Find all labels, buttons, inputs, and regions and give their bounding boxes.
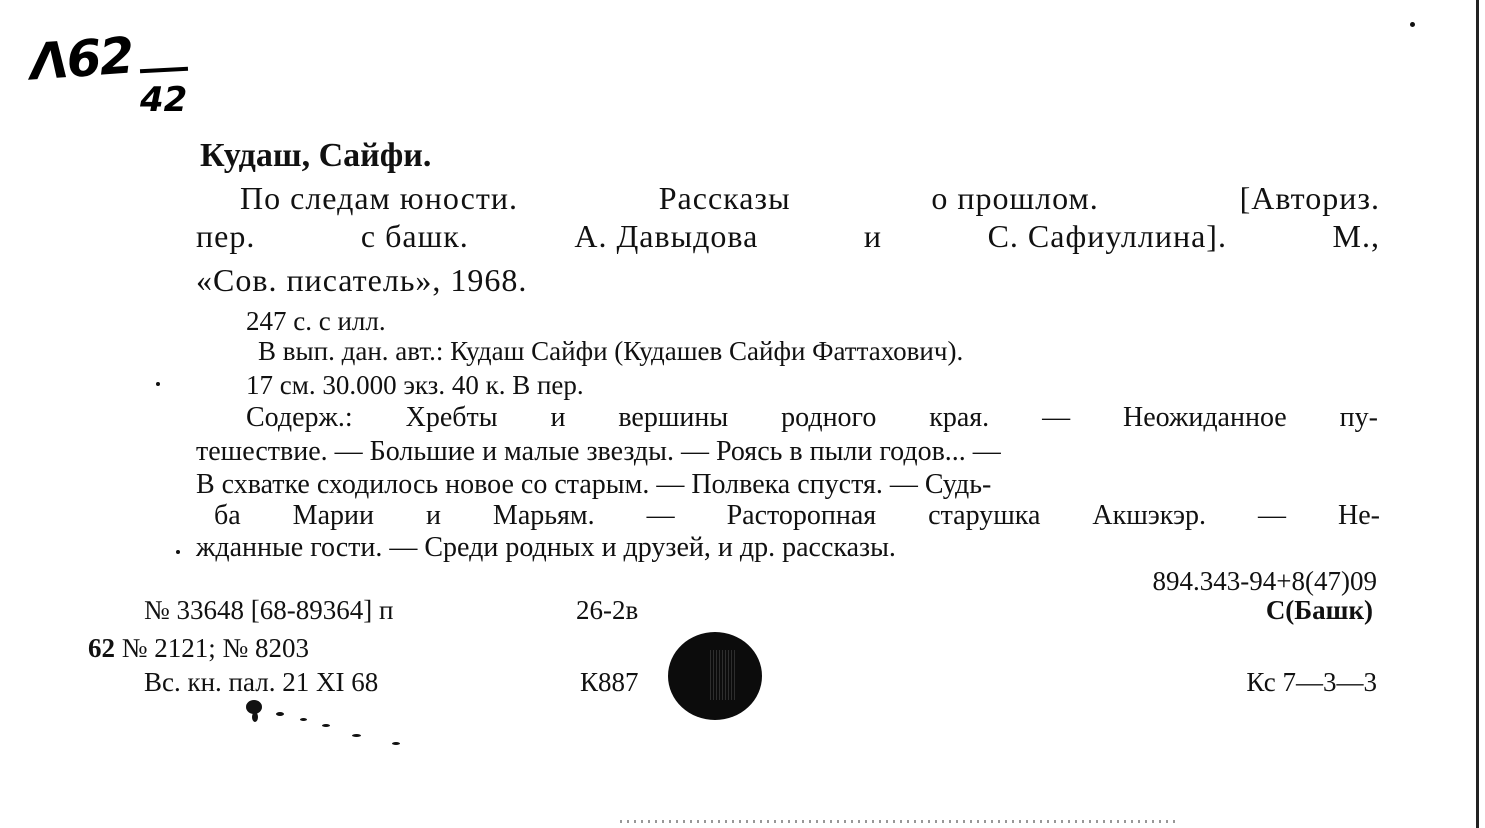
word: Расторопная [726,500,877,531]
book-chamber-line: Вс. кн. пал. 21 XI 68 [144,667,379,697]
word: По следам юности. [240,180,518,216]
punch-hole [668,632,762,720]
word: вершины [618,402,729,433]
word: Хребты [405,402,498,433]
word: края. [929,402,990,433]
ks-code: Кс 7—3—3 [1246,667,1377,697]
shelfmark-bottom: 42 [140,80,188,120]
num2-rest: № 2121; № 8203 [121,633,310,663]
price-code: 26-2в [576,595,639,625]
ink-smudge [300,718,307,721]
classification-index: 894.343-94+8(47)09 [1152,566,1377,596]
card-number-line: № 33648 [68-89364] п [144,595,394,625]
word: пу- [1339,402,1378,433]
word: [Авториз. [1239,180,1380,216]
word: родного [781,402,877,433]
contents-line-1 [246,402,1378,434]
author-heading: Кудаш, Сайфи. [200,137,432,174]
ink-smudge [1410,22,1415,27]
word: и [550,402,566,433]
word: с башк. [360,218,469,254]
contents-line-3: В схватке сходилось новое со старым. — Полвека спустя. — Судь- [196,469,992,500]
pages-line: 247 с. с илл. [246,306,386,336]
scan-noise [620,820,1180,823]
word: Не- [1338,500,1380,531]
ink-smudge [352,734,361,737]
word: старушка [928,500,1041,531]
word: Неожиданное [1123,402,1287,433]
author-sign: С(Башк) [1265,595,1373,625]
word: — [1042,402,1071,433]
contents-line-5: жданные гости. — Среди родных и друзей, и др. рассказы. [196,532,896,563]
author-note-line: В вып. дан. авт.: Кудаш Сайфи (Кудашев Сайфи Фаттахович). [258,336,964,366]
word: ба [214,500,241,531]
word: и [863,218,882,254]
card-edge [1476,0,1479,828]
word: Акшэкэр. [1092,500,1207,531]
word: Марии [292,500,374,531]
format-line: 17 см. 30.000 экз. 40 к. В пер. [246,370,584,400]
shelfmark-divider [140,67,188,74]
word: Марьям. [492,500,595,531]
ink-smudge [276,712,284,716]
word: Содерж.: [246,402,353,433]
ink-smudge [252,712,258,722]
ink-smudge [322,724,330,727]
num2-prefix: 62 [88,633,115,663]
word: С. Сафиуллина]. [987,218,1227,254]
word: М., [1332,218,1380,254]
title-line-3: «Сов. писатель», 1968. [196,262,528,298]
contents-line-4 [214,500,1380,532]
word: о прошлом. [931,180,1099,216]
contents-line-2: тешествие. — Большие и малые звезды. — Роясь в пыли годов... — [196,436,1001,467]
word: А. Давыдова [574,218,759,254]
title-line-1 [240,180,1380,217]
k-code: К887 [580,667,639,697]
word: пер. [196,218,256,254]
word: — [646,500,675,531]
ink-smudge [176,550,180,554]
word: — [1258,500,1287,531]
word: Рассказы [658,180,791,216]
card-number-line-2 [88,633,309,664]
shelfmark-top: Λ62 [28,26,135,92]
ink-smudge [392,742,400,745]
ink-smudge [156,382,160,386]
word: и [425,500,441,531]
title-line-2 [196,218,1380,255]
